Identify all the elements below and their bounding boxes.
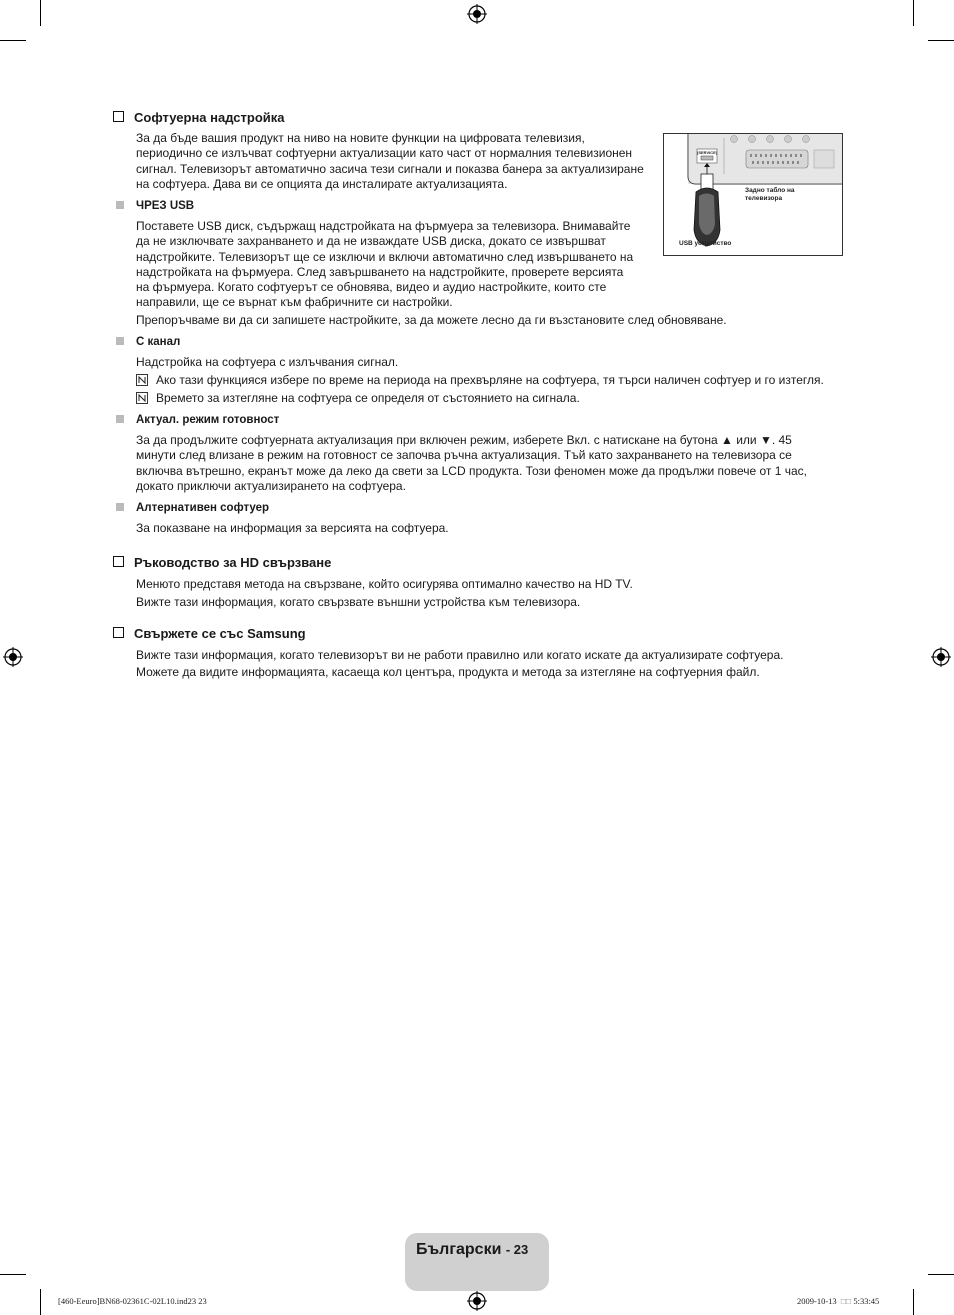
standby-line: докато приключи актуализирането на софтуера. [136, 478, 406, 493]
subsection-title-alternative [116, 502, 269, 514]
contact-samsung-text [136, 647, 783, 681]
footer-language: Български [416, 1241, 502, 1258]
contact-line: Можете да видите информацията, касаеща кол центъра, продукта и метода за изтегляне на софтуерния файл. [136, 665, 760, 679]
hd-guide-line: Вижте тази информация, когато свързвате външни устройства към телевизора. [136, 595, 581, 609]
registration-mark-icon [931, 647, 951, 667]
software-update-intro [136, 131, 644, 192]
subsection-title-text: ЧРЕЗ USB [136, 200, 195, 212]
standby-text [136, 433, 807, 494]
section-title-software-update [113, 110, 285, 125]
subsection-title-by-channel [116, 336, 180, 348]
standby-line: минути след влизане в режим на готовност се започва ръчна актуализация. Тъй като захранването на телевизора се [136, 448, 792, 463]
crop-mark [40, 0, 41, 26]
via-usb-text [136, 219, 633, 311]
note-text: Времето за изтегляне на софтуера се определя от състоянието на сигнала. [156, 391, 580, 405]
crop-mark [928, 1274, 954, 1275]
note-text: Ако тази функцияся избере по време на периода на прехвърляне на софтуера, тя търси наличен софтуер и го изтегля. [156, 373, 824, 387]
section-title-text: Софтуерна надстройка [134, 110, 285, 125]
usb-device-label: USB устройство [679, 240, 732, 247]
registration-mark-icon [467, 1291, 487, 1311]
note-item [136, 373, 824, 387]
standby-line: включва вътрешно, екранът може да леко да свети за LCD продукта. Този феномен може да продължи повече от 1 час, [136, 463, 808, 478]
square-bullet-icon [116, 201, 124, 209]
crop-mark [0, 1274, 26, 1275]
page-footer-label [416, 1241, 528, 1259]
intro-line: на софтуера. Дава ви се опцията да инсталирате актуализацията. [136, 176, 508, 191]
print-slug-date [797, 1296, 879, 1306]
section-title-text: Ръководство за HD свързване [134, 555, 332, 570]
contact-line: Вижте тази информация, когато телевизорът ви не работи правилно или когато искате да актуализирате софтуера. [136, 648, 784, 662]
intro-line: сигнал. Телевизорът автоматично засича тези сигнали и показва банера за актуализиране [136, 161, 644, 176]
via-usb-line: направили, ще се върнат към фабричните си настройки. [136, 295, 453, 310]
subsection-title-text: С канал [136, 336, 181, 348]
section-title-text: Свържете се със Samsung [134, 626, 306, 641]
via-usb-recommendation [136, 313, 727, 328]
print-slug-file: [460-Eeuro]BN68-02361C-02L10.ind23 23 [58, 1296, 207, 1306]
section-title-hd-guide [113, 555, 331, 570]
hd-guide-text [136, 575, 633, 611]
crop-mark [0, 40, 26, 41]
square-bullet-icon [116, 415, 124, 423]
slug-date: 2009-10-13 [797, 1296, 837, 1306]
square-bullet-icon [116, 503, 124, 511]
crop-mark [913, 0, 914, 26]
via-usb-line: да не изключвате захранването и да не изваждате USB диска, докато се извършват [136, 234, 606, 249]
intro-line: За да бъде вашия продукт на ниво на новите функции на цифровата телевизия, [136, 131, 585, 145]
standby-line: За да продължите софтуерната актуализация при включен режим, изберете Вкл. с натискане на бутона ▲ или ▼. 45 [136, 433, 792, 447]
note-icon [136, 392, 148, 404]
note-item [136, 391, 580, 405]
by-channel-text [136, 355, 398, 370]
checkbox-icon [113, 556, 124, 567]
subsection-title-text: Актуал. режим готовност [136, 414, 280, 426]
alternative-line: За показване на информация за версията на софтуера. [136, 521, 449, 535]
hd-guide-line: Менюто представя метода на свързване, който осигурява оптимално качество на HD TV. [136, 577, 633, 591]
recommend-line: Препоръчваме ви да си запишете настройките, за да можете лесно да ги възстановите след обновяване. [136, 313, 727, 327]
by-channel-line: Надстройка на софтуера с излъчвания сигнал. [136, 355, 399, 369]
checkbox-icon [113, 627, 124, 638]
intro-line: периодично се излъчват софтуерни актуализации като част от нормалния телевизионен [136, 146, 633, 161]
slug-marks: □□ [840, 1296, 852, 1306]
via-usb-line: надстройките. Телевизорът ще се изключи и включи автоматично след извършването на [136, 249, 634, 264]
subsection-title-standby [116, 414, 279, 426]
port-label: (SERVICE) [697, 150, 718, 155]
via-usb-line: надстройката на фърмуера. След завършването на надстройките, проверете версията [136, 264, 624, 279]
slug-time: 5:33:45 [853, 1296, 880, 1306]
footer-page-number: - 23 [505, 1242, 529, 1257]
crop-mark [913, 1289, 914, 1315]
crop-mark [40, 1289, 41, 1315]
rear-panel-label-line: телевизора [745, 195, 783, 202]
subsection-title-text: Алтернативен софтуер [136, 502, 270, 514]
via-usb-line: на фърмуера. Когато софтуерът се обновява, видео и аудио настройките, които сте [136, 280, 607, 295]
square-bullet-icon [116, 337, 124, 345]
subsection-title-via-usb [116, 200, 194, 212]
crop-mark [928, 40, 954, 41]
alternative-text [136, 521, 449, 536]
usb-connection-diagram [663, 133, 843, 256]
registration-mark-icon [467, 4, 487, 24]
section-title-contact-samsung [113, 626, 306, 641]
rear-panel-label [745, 187, 795, 203]
note-icon [136, 374, 148, 386]
rear-panel-label-line: Задно табло на [745, 187, 795, 194]
via-usb-line: Поставете USB диск, съдържащ надстройката на фърмуера за телевизора. Внимавайте [136, 219, 631, 233]
registration-mark-icon [3, 647, 23, 667]
checkbox-icon [113, 111, 124, 122]
